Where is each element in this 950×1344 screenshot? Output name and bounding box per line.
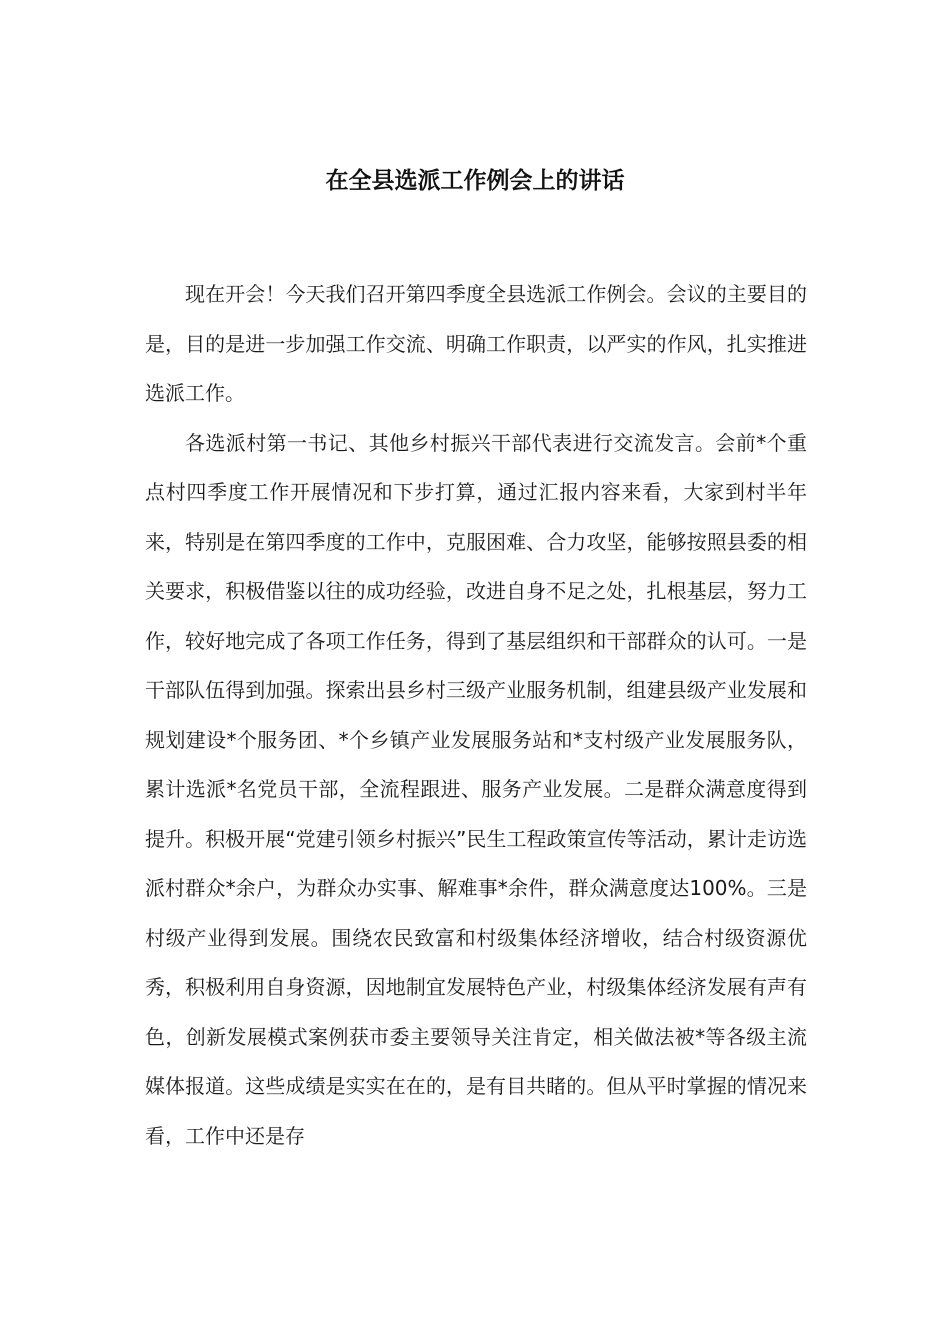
document-body	[145, 270, 807, 1161]
document-title: 在全县选派工作例会上的讲话	[325, 167, 625, 194]
paragraph-report: 各选派村第一书记、其他乡村振兴干部代表进行交流发言。会前*个重点村四季度工作开展情况和下步打算，通过汇报内容来看，大家到村半年来，特别是在第四季度的工作中，克服困难、合力攻坚，能够按照县委的相关要求，积极借鉴以往的成功经验，改进自身不足之处，扎根基层，努力工作，较好地完成了各项工作任务，得到了基层组织和干部群众的认可。一是干部队伍得到加强。探索出县乡村三级产业服务机制，组建县级产业发展和规划建设*个服务团、*个乡镇产业发展服务站和*支村级产业发展服务队，累计选派*名党员干部，全流程跟进、服务产业发展。二是群众满意度得到提升。积极开展“党建引领乡村振兴”民生工程政策宣传等活动，累计走访选派村群众*余户，为群众办实事、解难事*余件，群众满意度达100%。三是村级产业得到发展。围绕农民致富和村级集体经济增收，结合村级资源优秀，积极利用自身资源，因地制宜发展特色产业，村级集体经济发展有声有色，创新发展模式案例获市委主要领导关注肯定，相关做法被*等各级主流媒体报道。这些成绩是实实在在的，是有目共睹的。但从平时掌握的情况来看，工作中还是存	[145, 430, 807, 1148]
paragraph-opening: 现在开会！今天我们召开第四季度全县选派工作例会。会议的主要目的是，目的是进一步加强工作交流、明确工作职责，以严实的作风，扎实推进选派工作。	[145, 282, 807, 405]
